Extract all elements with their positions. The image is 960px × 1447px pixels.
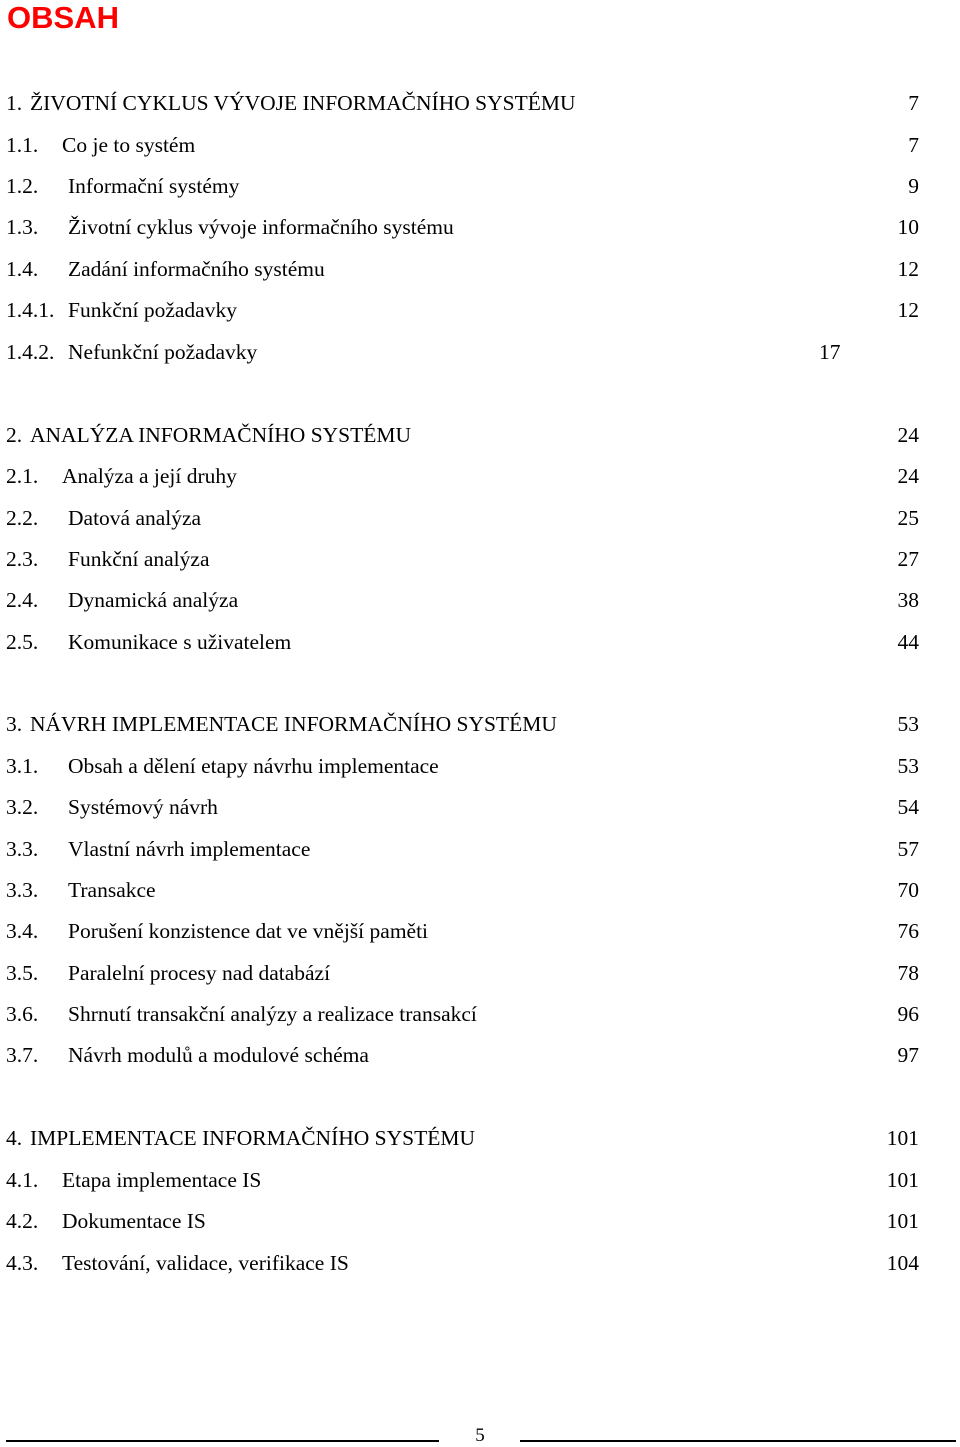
toc-entry-page: 12 (897, 298, 919, 322)
toc-entry-number: 3.1. (6, 754, 39, 778)
toc-entry-label: Funkční analýza (68, 547, 210, 571)
toc-chapter-4[interactable] (6, 1123, 919, 1153)
toc-entry-page: 25 (897, 506, 919, 530)
toc-section-2-2[interactable] (6, 503, 919, 533)
toc-entry-number: 3.3. (6, 878, 39, 902)
toc-entry-label: Komunikace s uživatelem (68, 630, 292, 654)
footer-rule-right (520, 1440, 956, 1442)
toc-entry-label: Etapa implementace IS (62, 1168, 262, 1192)
toc-entry-page: 78 (897, 961, 919, 985)
toc-entry-page: 24 (897, 464, 919, 488)
toc-section-2-4[interactable] (6, 585, 919, 615)
toc-entry-label: Transakce (68, 878, 156, 902)
toc-section-1-4[interactable] (6, 254, 919, 284)
toc-section-1-3[interactable] (6, 212, 919, 242)
toc-entry-label: NÁVRH IMPLEMENTACE INFORMAČNÍHO SYSTÉMU (30, 712, 557, 736)
toc-entry-page: 57 (897, 837, 919, 861)
toc-entry-number: 1.4. (6, 257, 39, 281)
toc-entry-page: 70 (897, 878, 919, 902)
toc-entry-number: 1.1. (6, 133, 39, 157)
toc-entry-number: 1.4.2. (6, 340, 55, 364)
toc-section-3-2[interactable] (6, 792, 919, 822)
toc-entry-page: 10 (897, 215, 919, 239)
toc-entry-label: Funkční požadavky (68, 298, 237, 322)
toc-section-3-4[interactable] (6, 916, 919, 946)
toc-section-4-1[interactable] (6, 1165, 919, 1195)
toc-entry-label: Paralelní procesy nad databází (68, 961, 331, 985)
toc-entry-number: 2.3. (6, 547, 39, 571)
toc-entry-number: 2.5. (6, 630, 39, 654)
toc-entry-number: 4.3. (6, 1251, 39, 1275)
toc-entry-label: Návrh modulů a modulové schéma (68, 1043, 369, 1067)
toc-entry-number: 3.7. (6, 1043, 39, 1067)
toc-entry-page: 104 (886, 1251, 919, 1275)
toc-entry-page: 76 (897, 919, 919, 943)
toc-entry-label: Porušení konzistence dat ve vnější paměti (68, 919, 429, 943)
toc-entry-number: 4.2. (6, 1209, 39, 1233)
toc-section-2-3[interactable] (6, 544, 919, 574)
toc-entry-page: 12 (897, 257, 919, 281)
toc-entry-page: 24 (897, 423, 919, 447)
toc-section-3-3-transakce[interactable] (6, 875, 919, 905)
toc-section-3-7[interactable] (6, 1040, 919, 1070)
toc-section-1-2[interactable] (6, 171, 919, 201)
toc-entry-label: Nefunkční požadavky (68, 340, 258, 364)
toc-entry-label: Datová analýza (68, 506, 202, 530)
toc-section-2-5[interactable] (6, 627, 919, 657)
toc-entry-label: Dokumentace IS (62, 1209, 206, 1233)
toc-entry-number: 1.3. (6, 215, 39, 239)
toc-section-3-3[interactable] (6, 834, 919, 864)
toc-entry-label: ANALÝZA INFORMAČNÍHO SYSTÉMU (30, 423, 412, 447)
toc-entry-page: 27 (897, 547, 919, 571)
toc-entry-number: 1. (6, 91, 23, 115)
toc-section-4-3[interactable] (6, 1248, 919, 1278)
toc-entry-label: ŽIVOTNÍ CYKLUS VÝVOJE INFORMAČNÍHO SYSTÉMU (30, 91, 576, 115)
toc-entry-number: 2.4. (6, 588, 39, 612)
toc-entry-label: IMPLEMENTACE INFORMAČNÍHO SYSTÉMU (30, 1126, 476, 1150)
toc-chapter-3[interactable] (6, 709, 919, 739)
toc-entry-page: 17 (819, 340, 841, 364)
page-title: OBSAH (7, 0, 119, 35)
toc-section-3-6[interactable] (6, 999, 919, 1029)
toc-entry-page: 96 (897, 1002, 919, 1026)
toc-entry-label: Shrnutí transakční analýzy a realizace transakcí (68, 1002, 477, 1026)
toc-entry-page: 7 (908, 133, 919, 157)
toc-entry-label: Testování, validace, verifikace IS (62, 1251, 349, 1275)
toc-entry-label: Informační systémy (68, 174, 240, 198)
toc-entry-label: Systémový návrh (68, 795, 218, 819)
toc-chapter-1[interactable] (6, 88, 919, 118)
toc-entry-number: 3.3. (6, 837, 39, 861)
toc-entry-label: Co je to systém (62, 133, 196, 157)
toc-entry-page: 44 (897, 630, 919, 654)
page-number: 5 (475, 1425, 485, 1446)
toc-entry-label: Analýza a její druhy (62, 464, 237, 488)
toc-section-2-1[interactable] (6, 461, 919, 491)
toc-section-4-2[interactable] (6, 1206, 919, 1236)
toc-section-3-1[interactable] (6, 751, 919, 781)
toc-entry-page: 101 (886, 1209, 919, 1233)
toc-entry-page: 53 (897, 712, 919, 736)
toc-chapter-2[interactable] (6, 420, 919, 450)
toc-entry-number: 3. (6, 712, 23, 736)
toc-entry-label: Vlastní návrh implementace (68, 837, 311, 861)
toc-entry-number: 2.2. (6, 506, 39, 530)
toc-entry-page: 53 (897, 754, 919, 778)
toc-entry-label: Dynamická analýza (68, 588, 239, 612)
toc-entry-number: 4. (6, 1126, 23, 1150)
toc-entry-page: 38 (897, 588, 919, 612)
footer-rule-left (6, 1440, 439, 1442)
toc-section-1-4-1[interactable] (6, 295, 919, 325)
toc-entry-number: 3.2. (6, 795, 39, 819)
toc-entry-number: 1.4.1. (6, 298, 55, 322)
toc-section-1-4-2[interactable] (6, 337, 919, 367)
toc-entry-number: 1.2. (6, 174, 39, 198)
toc-entry-page: 101 (886, 1126, 919, 1150)
toc-entry-page: 101 (886, 1168, 919, 1192)
toc-entry-number: 3.4. (6, 919, 39, 943)
toc-entry-number: 3.6. (6, 1002, 39, 1026)
toc-entry-page: 54 (897, 795, 919, 819)
toc-entry-label: Zadání informačního systému (68, 257, 325, 281)
toc-section-1-1[interactable] (6, 130, 919, 160)
toc-entry-number: 2.1. (6, 464, 39, 488)
toc-entry-page: 7 (908, 91, 919, 115)
toc-entry-label: Životní cyklus vývoje informačního systému (68, 215, 454, 239)
toc-entry-number: 2. (6, 423, 23, 447)
toc-entry-number: 3.5. (6, 961, 39, 985)
toc-entry-number: 4.1. (6, 1168, 39, 1192)
toc-entry-label: Obsah a dělení etapy návrhu implementace (68, 754, 439, 778)
toc-entry-page: 97 (897, 1043, 919, 1067)
toc-entry-page: 9 (908, 174, 919, 198)
toc-section-3-5[interactable] (6, 958, 919, 988)
